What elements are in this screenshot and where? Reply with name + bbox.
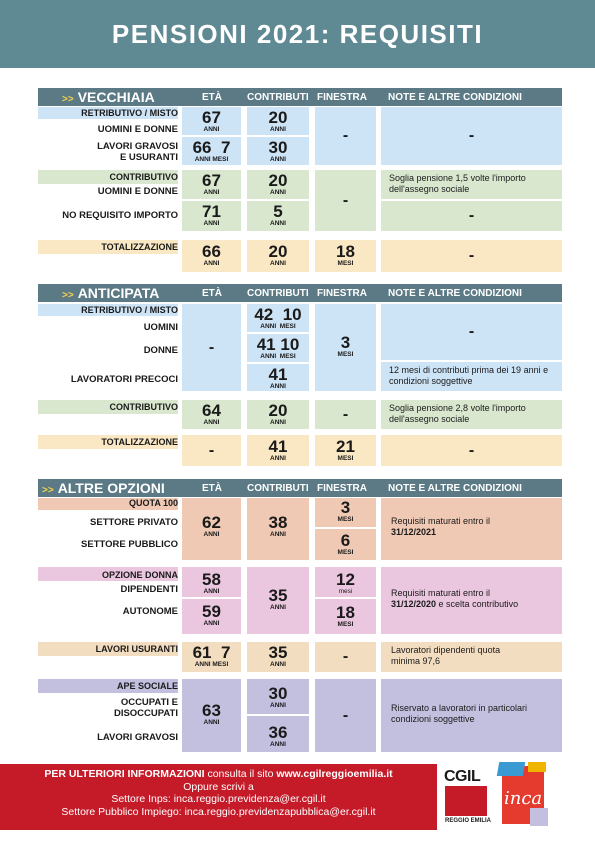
cell-note-contributivo: Soglia pensione 1,5 volte l'importo dell'assegno sociale	[381, 170, 562, 199]
section-header-anticipata: >> ANTICIPATA ETÀ CONTRIBUTI FINESTRA NOTE E ALTRE CONDIZIONI	[38, 284, 562, 302]
label-precoci: LAVORATORI PRECOCI	[70, 374, 178, 385]
cell-contributi-gravosi: 36 ANNI	[247, 716, 309, 752]
cell-note-totalizzazione: -	[381, 435, 562, 466]
cell-finestra-privato: 3 MESI	[315, 498, 376, 527]
email-inps-link[interactable]: inca.reggio.previdenza@er.cgil.it	[173, 793, 326, 805]
section-header-vecchiaia: >> VECCHIAIA ETÀ CONTRIBUTI FINESTRA NOTE E ALTRE CONDIZIONI	[38, 88, 562, 106]
cell-eta-gravosi: 66 7 ANNI MESI	[182, 137, 241, 165]
cell-contributi-occupati: 30 ANNI	[247, 679, 309, 714]
cell-eta-autonome: 59 ANNI	[182, 599, 241, 634]
cell-eta-no-requisito: 71 ANNI	[182, 201, 241, 231]
cell-note-opzione-donna: Requisiti maturati entro il 31/12/2020 e scelta contributivo	[381, 567, 562, 634]
cell-finestra-ape: -	[315, 679, 376, 752]
email-pubblico-link[interactable]: inca.reggio.previdenzapubblica@er.cgil.it	[184, 805, 376, 818]
cell-eta-totalizzazione: -	[182, 435, 241, 466]
cell-note-no-requisito: -	[381, 201, 562, 231]
label-occupati: OCCUPATI E	[120, 697, 178, 708]
cell-finestra-dipendenti: 12 mesi	[315, 567, 376, 597]
label-ape-sociale: APE SOCIALE	[116, 681, 178, 691]
cell-finestra-totalizzazione: 21 MESI	[315, 435, 376, 466]
col-note: NOTE E ALTRE CONDIZIONI	[388, 288, 522, 299]
cell-contributi-uomini: 42 10 ANNI MESI	[247, 304, 309, 332]
cell-eta-anticipata: -	[182, 304, 241, 391]
cell-note-retributivo: -	[381, 107, 562, 165]
site-link[interactable]: www.cgilreggioemilia.it	[276, 768, 393, 780]
cell-note-usuranti: Lavoratori dipendenti quota minima 97,6	[381, 642, 562, 672]
label-donne: DONNE	[143, 345, 178, 356]
cell-finestra-pubblico: 6 MESI	[315, 529, 376, 560]
cell-contributi-quota100: 38 ANNI	[247, 498, 309, 560]
label-dipendenti: DIPENDENTI	[120, 584, 178, 595]
cell-finestra-contributivo: -	[315, 400, 376, 429]
cell-finestra-autonome: 18 MESI	[315, 599, 376, 634]
cell-note-ape: Riservato a lavoratori in particolari condizioni soggettive	[381, 679, 562, 752]
label-settore-privato: SETTORE PRIVATO	[90, 517, 178, 528]
col-finestra: FINESTRA	[317, 288, 367, 299]
cell-eta-dipendenti: 58 ANNI	[182, 567, 241, 597]
label-settore-pubblico: SETTORE PUBBLICO	[81, 539, 178, 550]
label-uomini-donne: UOMINI E DONNE	[97, 124, 178, 135]
cell-contributi-donne: 41 10 ANNI MESI	[247, 334, 309, 362]
col-contributi: CONTRIBUTI	[247, 483, 309, 494]
col-contributi: CONTRIBUTI	[247, 288, 309, 299]
page-title: PENSIONI 2021: REQUISITI	[0, 0, 595, 68]
cell-contributi-contributivo: 20 ANNI	[247, 400, 309, 429]
cell-contributi-precoci: 41 ANNI	[247, 364, 309, 391]
label-contributivo: CONTRIBUTIVO	[109, 172, 178, 182]
label-uomini: UOMINI	[143, 322, 178, 333]
cell-eta-retributivo: 67 ANNI	[182, 107, 241, 135]
cell-finestra-contributivo: -	[315, 170, 376, 231]
cell-eta-quota100: 62 ANNI	[182, 498, 241, 560]
section-title: ANTICIPATA	[77, 285, 160, 301]
label-usuranti: E USURANTI	[119, 152, 178, 163]
cgil-logo: CGIL REGGIO EMILIA	[437, 764, 493, 830]
label-retributivo: RETRIBUTIVO / MISTO	[81, 305, 178, 315]
cell-contributi-opzione-donna: 35 ANNI	[247, 567, 309, 634]
col-contributi: CONTRIBUTI	[247, 92, 309, 103]
cell-contributi-totalizzazione: 41 ANNI	[247, 435, 309, 466]
cell-contributi-retributivo: 20 ANNI	[247, 107, 309, 135]
cell-contributi-no-requisito: 5 ANNI	[247, 201, 309, 231]
cell-finestra-retributivo: -	[315, 107, 376, 165]
cell-note-anticipata: -	[381, 304, 562, 360]
label-totalizzazione: TOTALIZZAZIONE	[101, 437, 178, 447]
cell-finestra-totalizzazione: 18 MESI	[315, 240, 376, 272]
label-totalizzazione: TOTALIZZAZIONE	[101, 242, 178, 252]
col-finestra: FINESTRA	[317, 483, 367, 494]
footer-info: PER ULTERIORI INFORMAZIONI consulta il sito www.cgilreggioemilia.it Oppure scrivi a Settore Inps: inca.reggio.previdenza@er.cgil.it Settore Pubblico Impiego: inca.reggio.previdenzapubblica@er.cgil.it	[0, 764, 437, 830]
section-title: VECCHIAIA	[77, 89, 155, 105]
cell-note-totalizzazione: -	[381, 240, 562, 272]
cell-note-contributivo: Soglia pensione 2,8 volte l'importo dell'assegno sociale	[381, 400, 562, 429]
cell-eta-usuranti: 61 7 ANNI MESI	[182, 642, 241, 672]
cell-note-quota100: Requisiti maturati entro il 31/12/2021	[381, 498, 562, 560]
cell-contributi-usuranti: 35 ANNI	[247, 642, 309, 672]
cell-finestra-usuranti: -	[315, 642, 376, 672]
cell-finestra-anticipata: 3 MESI	[315, 304, 376, 391]
cell-contributi-gravosi: 30 ANNI	[247, 137, 309, 165]
cell-contributi-totalizzazione: 20 ANNI	[247, 240, 309, 272]
label-uomini-donne: UOMINI E DONNE	[97, 186, 178, 197]
label-lavori-usuranti: LAVORI USURANTI	[95, 644, 178, 654]
col-finestra: FINESTRA	[317, 92, 367, 103]
col-note: NOTE E ALTRE CONDIZIONI	[388, 92, 522, 103]
col-eta: ETÀ	[202, 92, 222, 103]
label-retributivo: RETRIBUTIVO / MISTO	[81, 108, 178, 118]
label-lavori-gravosi: LAVORI GRAVOSI	[97, 732, 178, 743]
label-opzione-donna: OPZIONE DONNA	[101, 570, 178, 580]
cell-eta-totalizzazione: 66 ANNI	[182, 240, 241, 272]
col-eta: ETÀ	[202, 288, 222, 299]
inca-logo: inca	[498, 762, 550, 828]
col-note: NOTE E ALTRE CONDIZIONI	[388, 483, 522, 494]
cell-contributi-contributivo: 20 ANNI	[247, 170, 309, 199]
cell-eta-contributivo: 67 ANNI	[182, 170, 241, 199]
label-autonome: AUTONOME	[122, 606, 178, 617]
cell-eta-contributivo: 64 ANNI	[182, 400, 241, 429]
section-title: ALTRE OPZIONI	[57, 480, 165, 496]
label-no-requisito: NO REQUISITO IMPORTO	[62, 210, 178, 221]
col-eta: ETÀ	[202, 483, 222, 494]
section-header-altre-opzioni: >> ALTRE OPZIONI ETÀ CONTRIBUTI FINESTRA NOTE E ALTRE CONDIZIONI	[38, 479, 562, 497]
label-quota100: QUOTA 100	[128, 498, 178, 508]
label-disoccupati: DISOCCUPATI	[113, 708, 178, 719]
cell-eta-ape: 63 ANNI	[182, 679, 241, 752]
cell-note-precoci: 12 mesi di contributi prima dei 19 anni e condizioni soggettive	[381, 362, 562, 391]
label-contributivo: CONTRIBUTIVO	[109, 402, 178, 412]
label-lavori-gravosi: LAVORI GRAVOSI	[97, 141, 178, 152]
